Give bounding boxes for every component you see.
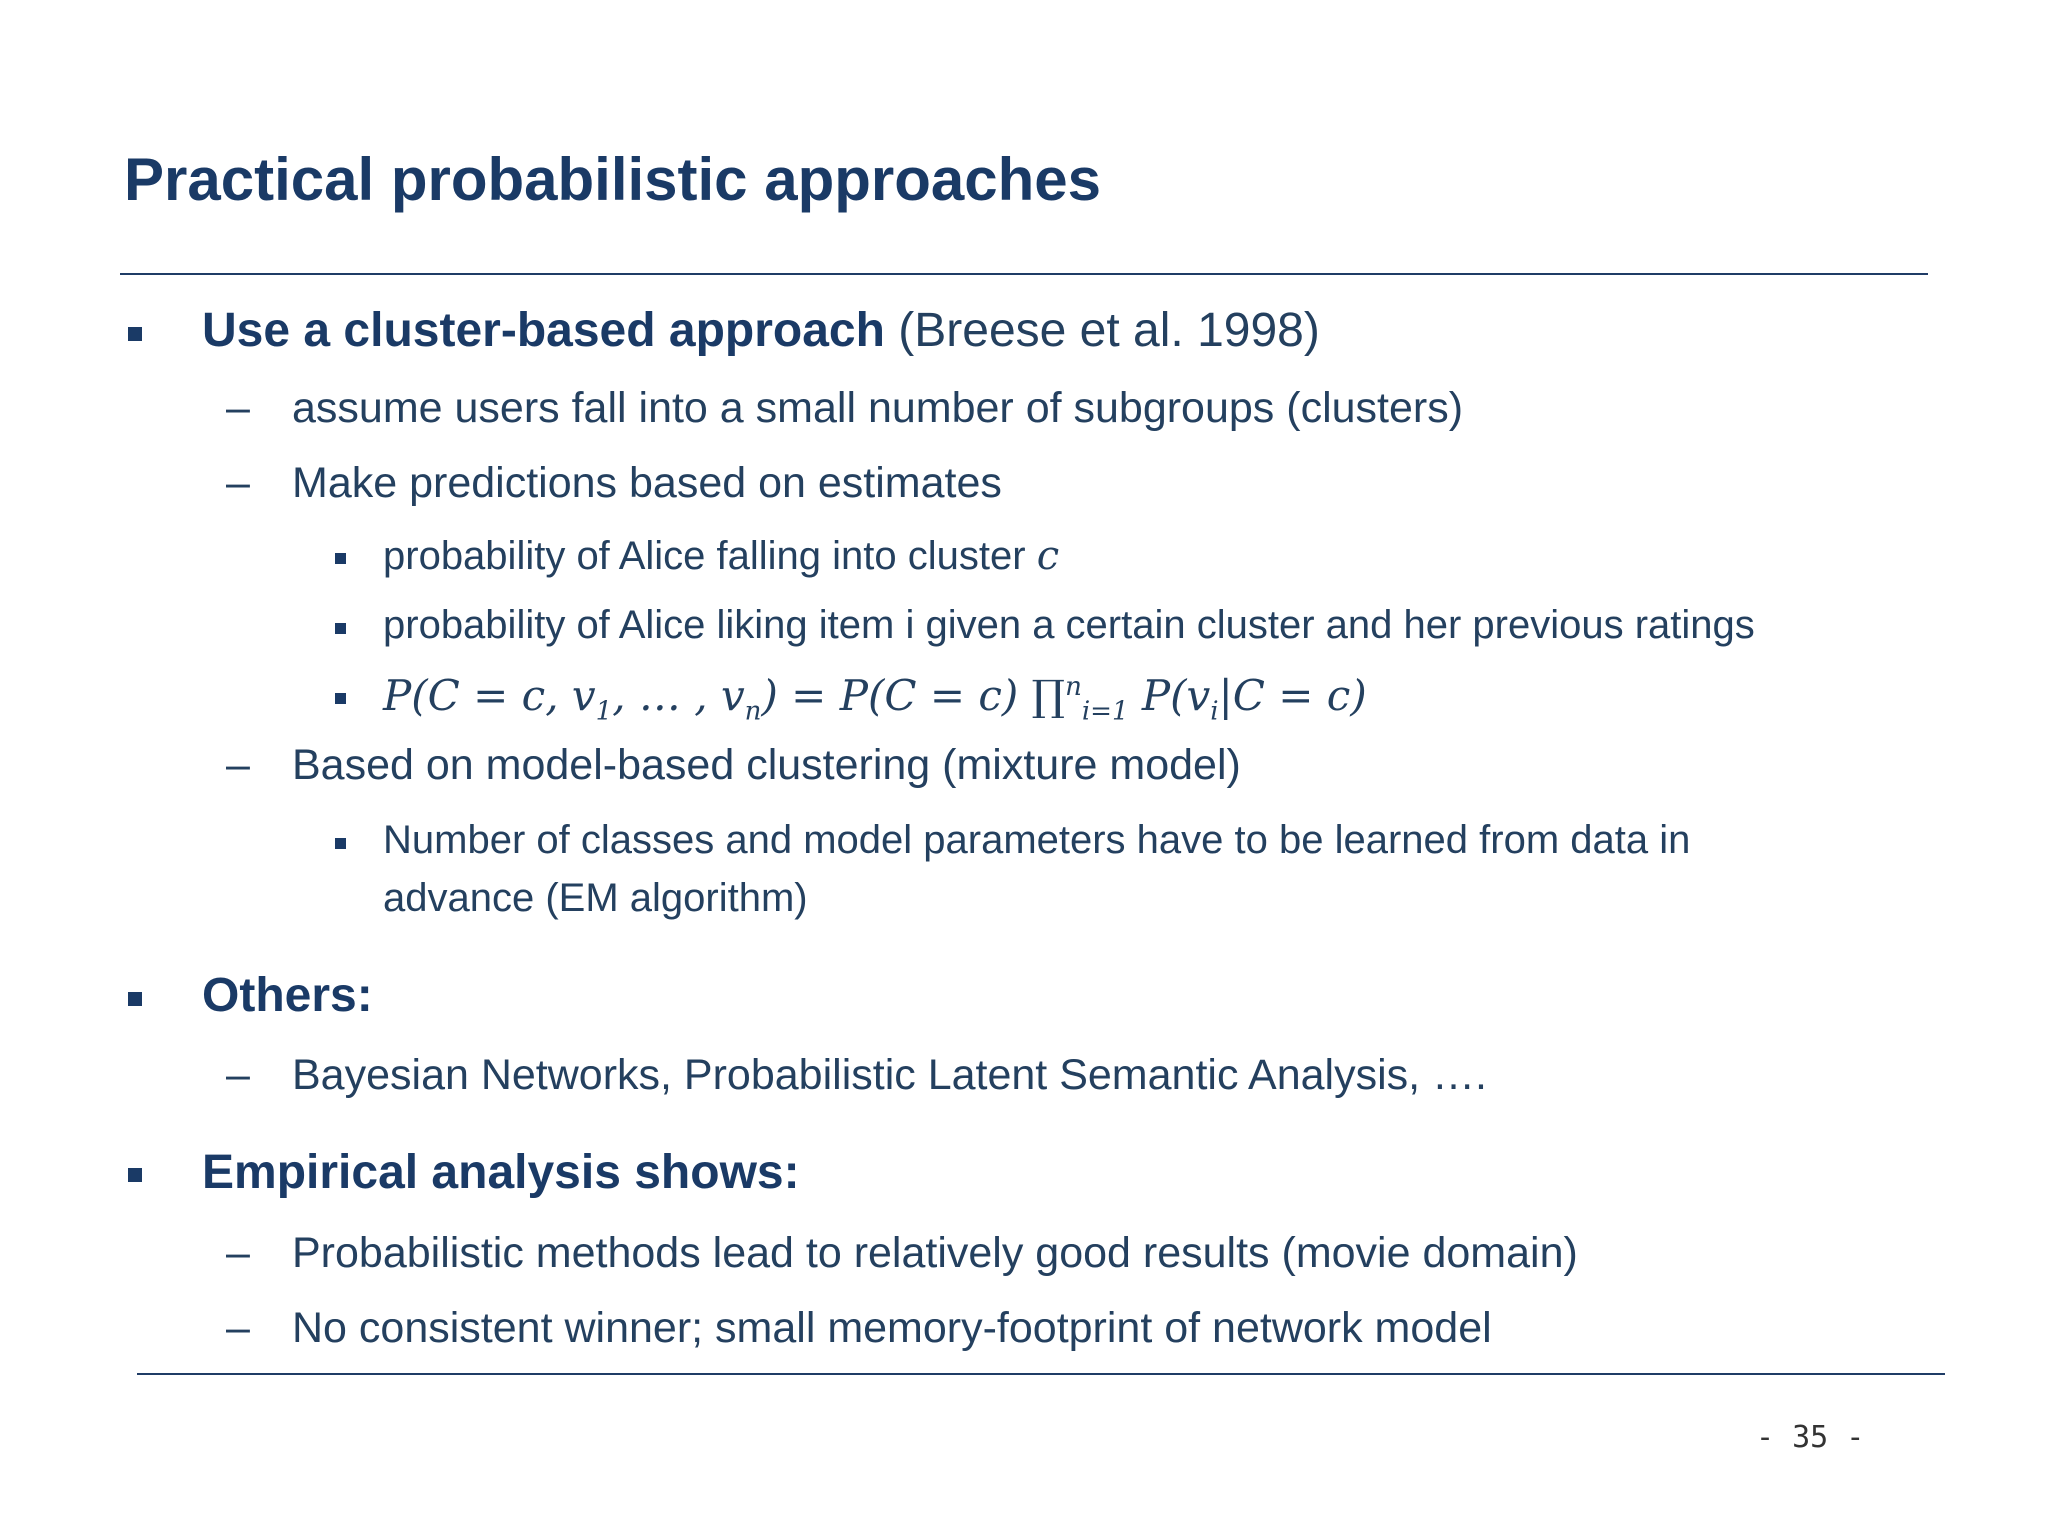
sub-sub-item-classes-line1: Number of classes and model parameters have to be learned from data in [383, 818, 1691, 862]
page-number: - 35 - [1756, 1420, 1865, 1455]
sub-item-predictions: Make predictions based on estimates [292, 459, 1002, 507]
bullet-square [335, 623, 346, 634]
bullet-square [128, 992, 142, 1006]
bullet-square [335, 693, 346, 704]
bullet-others: Others: [202, 969, 373, 1022]
bullet-square [335, 838, 346, 849]
slide-title: Practical probabilistic approaches [124, 146, 1102, 213]
footer-divider [137, 1373, 1945, 1375]
sub-item-subgroups: assume users fall into a small number of subgroups (clusters) [292, 384, 1464, 432]
dash-marker: – [226, 1304, 250, 1352]
bullet-cluster-citation: (Breese et al. 1998) [898, 304, 1320, 357]
sub-item-other-methods: Bayesian Networks, Probabilistic Latent Semantic Analysis, …. [292, 1051, 1487, 1099]
bullet-empirical-analysis: Empirical analysis shows: [202, 1146, 800, 1199]
bullet-square [128, 327, 142, 341]
bullet-square [128, 1168, 142, 1182]
sub-item-good-results: Probabilistic methods lead to relatively good results (movie domain) [292, 1229, 1578, 1277]
bullet-cluster-heading: Use a cluster-based approach [202, 304, 885, 357]
probability-formula: P(C = c, $v_1$, … , $v_n) = P(C = c)$ ∏$^n_{i=1}$ $P(v_i|C = c)$ [383, 671, 1367, 727]
cluster-variable: c [1036, 533, 1060, 579]
dash-marker: – [226, 384, 250, 432]
cluster-probability-text: probability of Alice falling into cluster [383, 534, 1026, 578]
sub-item-no-winner: No consistent winner; small memory-footprint of network model [292, 1304, 1492, 1352]
dash-marker: – [226, 741, 250, 789]
sub-item-mixture-model: Based on model-based clustering (mixture model) [292, 741, 1241, 789]
sub-sub-item-cluster-probability [383, 533, 1059, 579]
dash-marker: – [226, 1051, 250, 1099]
dash-marker: – [226, 459, 250, 507]
bullet-square [335, 553, 346, 564]
dash-marker: – [226, 1229, 250, 1277]
sub-sub-item-liking-probability: probability of Alice liking item i given a certain cluster and her previous ratings [383, 603, 1755, 647]
sub-sub-item-classes-line2: advance (EM algorithm) [383, 876, 808, 920]
title-divider [120, 273, 1928, 275]
bullet-cluster-approach [202, 303, 1320, 358]
